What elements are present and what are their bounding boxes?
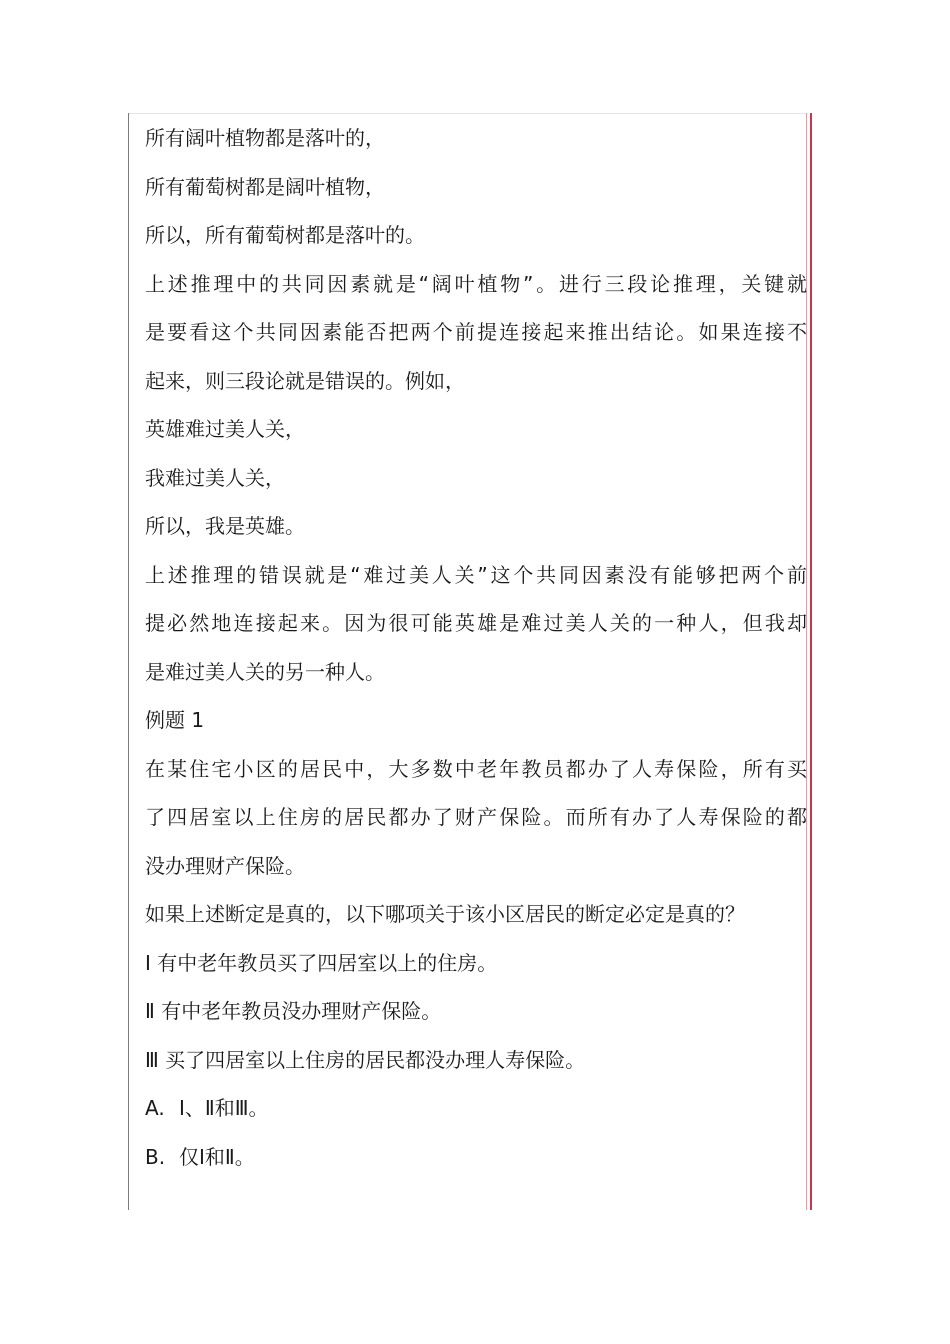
example-heading: 例题 1 [145, 708, 205, 732]
statement-1: Ⅰ 有中老年教员买了四居室以上的住房。 [145, 950, 498, 975]
text-line: 所以，我是英雄。 [145, 514, 305, 538]
text-line: 起来，则三段论就是错误的。例如， [145, 368, 465, 393]
option-b-text: 仅Ⅰ和Ⅱ。 [179, 1144, 255, 1169]
text-line: 是要看这个共同因素能否把两个前提连接起来推出结论。如果连接不 [145, 320, 807, 344]
text-block [145, 114, 807, 1181]
text-line: 提必然地连接起来。因为很可能英雄是难过美人关的一种人，但我却 [145, 611, 807, 635]
text-line: 是难过美人关的另一种人。 [145, 659, 385, 684]
question-text-line: 了四居室以上住房的居民都办了财产保险。而所有办了人寿保险的都 [145, 805, 807, 829]
question-text-line: 在某住宅小区的居民中，大多数中老年教员都办了人寿保险，所有买 [145, 756, 807, 781]
option-a [145, 1084, 807, 1133]
statement-3: Ⅲ 买了四居室以上住房的居民都没办理人寿保险。 [145, 1047, 586, 1072]
text-line: 上述推理中的共同因素就是“阔叶植物”。进行三段论推理，关键就 [145, 271, 807, 296]
table-right-border-outer [810, 113, 812, 1210]
text-line: 我难过美人关， [145, 465, 285, 490]
question-prompt: 如果上述断定是真的，以下哪项关于该小区居民的断定必定是真的？ [145, 902, 745, 926]
text-line: 所有阔叶植物都是落叶的， [145, 126, 385, 150]
text-line: 英雄难过美人关， [145, 417, 305, 441]
option-a-label: A. [145, 1096, 165, 1120]
text-line: 所以，所有葡萄树都是落叶的。 [145, 223, 425, 247]
statement-2: Ⅱ 有中老年教员没办理财产保险。 [145, 999, 442, 1023]
option-b-label: B. [145, 1144, 166, 1169]
question-text-line: 没办理财产保险。 [145, 853, 305, 878]
text-line: 上述推理的错误就是“难过美人关”这个共同因素没有能够把两个前 [145, 562, 807, 587]
table-left-border [128, 113, 129, 1210]
option-a-text: Ⅰ、Ⅱ和Ⅲ。 [179, 1096, 269, 1120]
option-b [145, 1133, 807, 1182]
text-line: 所有葡萄树都是阔叶植物， [145, 174, 385, 199]
